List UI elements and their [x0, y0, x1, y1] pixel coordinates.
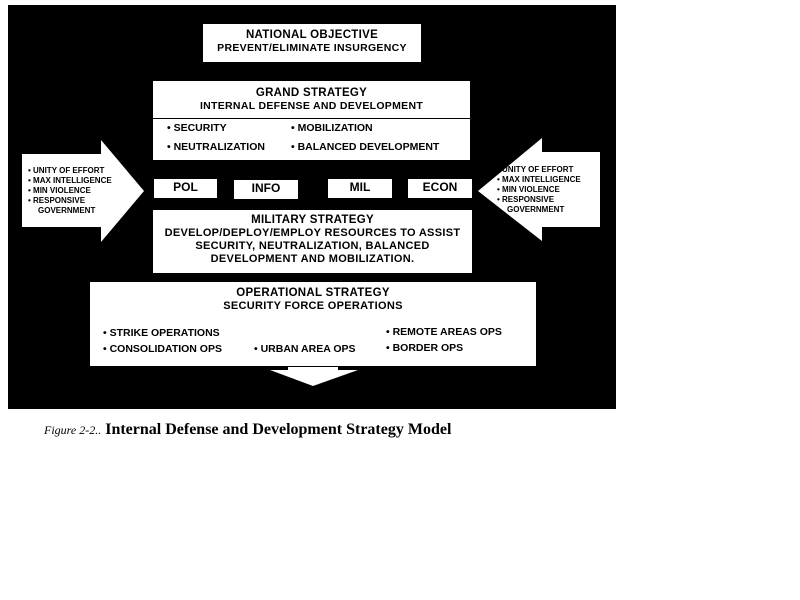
right-arrow-item: • RESPONSIVE [497, 195, 555, 204]
dimension-mil: MIL [328, 179, 392, 198]
down-arrow-shape [270, 367, 358, 386]
grand-strategy-title: GRAND STRATEGY [255, 87, 368, 99]
operational-strategy-title: OPERATIONAL STRATEGY [236, 287, 390, 299]
grand-item-balanced-development: • BALANCED DEVELOPMENT [291, 141, 440, 153]
national-objective-title: NATIONAL OBJECTIVE [245, 29, 379, 41]
right-arrow-list [497, 165, 581, 215]
dimension-econ: ECON [408, 179, 472, 198]
military-strategy-title: MILITARY STRATEGY [251, 214, 374, 226]
ops-item-remote-areas: • REMOTE AREAS OPS [386, 326, 502, 338]
operational-strategy-box [90, 282, 536, 366]
ops-item-urban-area: • URBAN AREA OPS [254, 343, 356, 355]
diagram-panel [8, 5, 616, 409]
grand-item-security: • SECURITY [167, 122, 227, 134]
left-arrow-item: • MAX INTELLIGENCE [28, 176, 112, 185]
right-arrow-item: • MAX INTELLIGENCE [497, 175, 581, 184]
ops-item-consolidation: • CONSOLIDATION OPS [103, 343, 222, 355]
caption-prefix: Figure 2-2.. [44, 423, 102, 437]
left-arrow-item: • UNITY OF EFFORT [28, 166, 105, 175]
dimension-pol: POL [154, 179, 217, 198]
ops-item-strike: • STRIKE OPERATIONS [103, 327, 220, 339]
grand-strategy-box [153, 81, 470, 160]
grand-strategy-divider [153, 118, 470, 119]
right-arrow-item: • MIN VIOLENCE [497, 185, 560, 194]
military-strategy-box [153, 210, 472, 273]
grand-item-neutralization: • NEUTRALIZATION [167, 141, 265, 153]
military-strategy-line: SECURITY, NEUTRALIZATION, BALANCED [195, 240, 430, 252]
grand-item-mobilization: • MOBILIZATION [291, 122, 373, 134]
national-objective-box [203, 24, 421, 62]
military-strategy-line: DEVELOPMENT AND MOBILIZATION. [210, 253, 415, 265]
left-arrow-item: GOVERNMENT [38, 206, 96, 215]
left-arrow-item: • MIN VIOLENCE [28, 186, 91, 195]
military-strategy-line: DEVELOP/DEPLOY/EMPLOY RESOURCES TO ASSIST [164, 227, 461, 239]
caption-title: Internal Defense and Development Strategy Model [105, 421, 452, 438]
operational-strategy-line: SECURITY FORCE OPERATIONS [223, 300, 403, 312]
dimension-info: INFO [234, 180, 298, 199]
national-objective-line: PREVENT/ELIMINATE INSURGENCY [217, 42, 407, 54]
right-arrow-item: • UNITY OF EFFORT [497, 165, 574, 174]
ops-item-border: • BORDER OPS [386, 342, 464, 354]
right-arrow-item: GOVERNMENT [507, 205, 565, 214]
grand-strategy-line: INTERNAL DEFENSE AND DEVELOPMENT [199, 100, 424, 112]
figure-caption [44, 421, 451, 439]
left-arrow-list [28, 166, 112, 216]
left-arrow-item: • RESPONSIVE [28, 196, 86, 205]
